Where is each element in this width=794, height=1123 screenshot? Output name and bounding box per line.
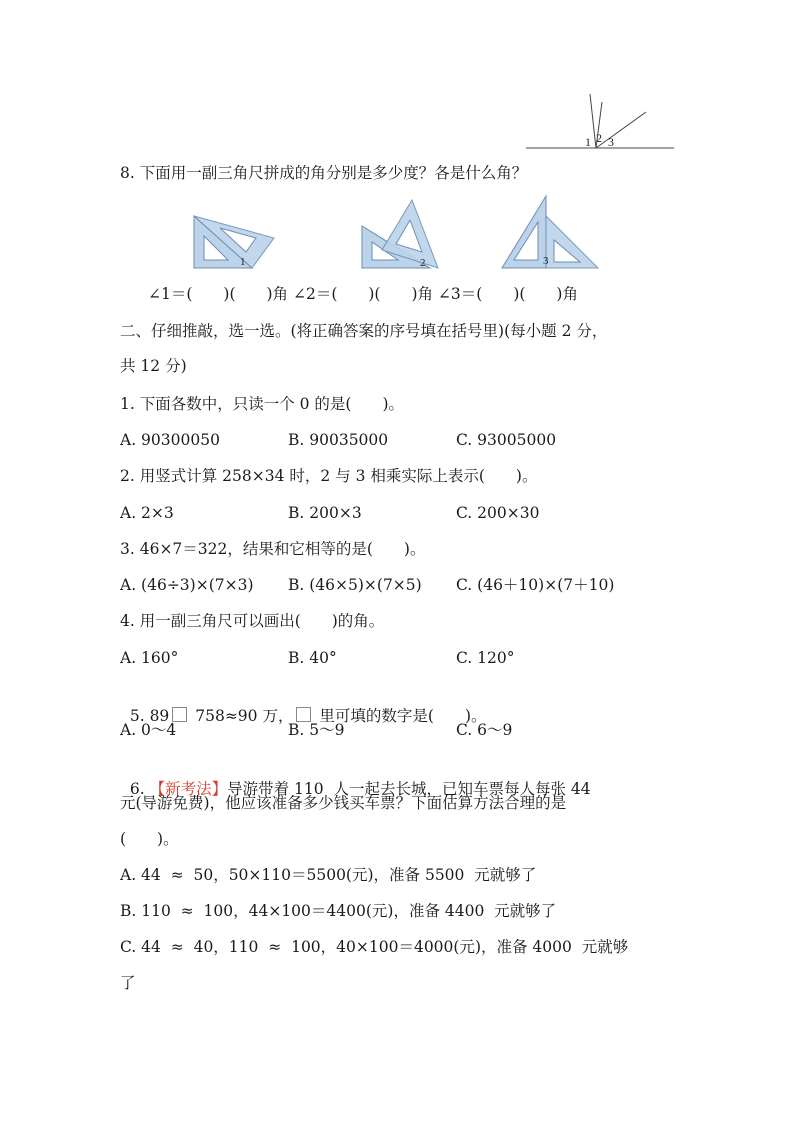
q8-answer-line: ∠1＝( )( )角 ∠2＝( )( )角 ∠3＝( )( )角 (148, 285, 578, 303)
question-6-option-c-line2: 了 (120, 974, 136, 992)
angle-figure (520, 92, 680, 154)
question-4-option-a: A. 160° (120, 649, 179, 667)
new-method-tag: 【新考法】 (149, 780, 228, 798)
triangle-figure-1 (190, 212, 284, 272)
question-3-option-b: B. (46×5)×(7×5) (288, 576, 422, 594)
question-1-option-b: B. 90035000 (288, 431, 389, 449)
question-3-stem: 3. 46×7＝322，结果和它相等的是( )。 (120, 540, 426, 558)
question-6-line2: 元(导游免费)，他应该准备多少钱买车票？下面估算方法合理的是 (120, 794, 567, 812)
question-6-option-a: A. 44 ≈ 50，50×110＝5500(元)，准备 5500 元就够了 (120, 866, 537, 884)
question-4-option-c: C. 120° (456, 649, 515, 667)
question-2-option-c: C. 200×30 (456, 504, 540, 522)
question-5-stem-part-c: 里可填的数字是( )。 (314, 707, 487, 725)
question-4-option-b: B. 40° (288, 649, 337, 667)
question-6-line3: ( )。 (120, 830, 179, 848)
question-1-option-a: A. 90300050 (120, 431, 220, 449)
section2-title-line1: 二、仔细推敲，选一选。(将正确答案的序号填在括号里)(每小题 2 分， (120, 322, 608, 340)
question-2-stem: 2. 用竖式计算 258×34 时，2 与 3 相乘实际上表示( )。 (120, 467, 538, 485)
question-5-option-c: C. 6～9 (456, 721, 513, 739)
question-6-number: 6. (129, 780, 150, 798)
angle-label-3: 3 (608, 135, 614, 149)
question-3-option-c: C. (46＋10)×(7＋10) (456, 576, 615, 594)
section2-title-line2: 共 12 分) (120, 357, 187, 375)
triangle-figure-2 (358, 196, 450, 272)
angle-label-2: 2 (596, 131, 602, 145)
question-5-stem-part-b: 758≈90 万， (190, 707, 294, 725)
q8-stem: 8. 下面用一副三角尺拼成的角分别是多少度？各是什么角？ (120, 164, 528, 182)
question-2-option-b: B. 200×3 (288, 504, 362, 522)
triangle-label-1: 1 (240, 256, 246, 268)
question-3-option-a: A. (46÷3)×(7×3) (120, 576, 254, 594)
question-6-option-b: B. 110 ≈ 100，44×100＝4400(元)，准备 4400 元就够了 (120, 902, 557, 920)
question-4-stem: 4. 用一副三角尺可以画出( )的角。 (120, 612, 385, 630)
triangle-figure-3 (500, 192, 602, 272)
question-6-line1-text: 导游带着 110 人一起去长城，已知车票每人每张 44 (227, 780, 591, 798)
question-5-option-b: B. 5～9 (288, 721, 345, 739)
triangle-label-3: 3 (543, 255, 549, 267)
question-1-stem: 1. 下面各数中，只读一个 0 的是( )。 (120, 395, 405, 413)
triangle-label-2: 2 (420, 257, 426, 269)
question-6-option-c-line1: C. 44 ≈ 40，110 ≈ 100，40×100＝4000(元)，准备 4000 元就够 (120, 938, 629, 956)
question-2-option-a: A. 2×3 (120, 504, 174, 522)
question-5-stem-part-a: 5. 89 (129, 707, 170, 725)
question-1-option-c: C. 93005000 (456, 431, 557, 449)
question-5-option-a: A. 0～4 (120, 721, 177, 739)
angle-label-1: 1 (585, 135, 591, 149)
